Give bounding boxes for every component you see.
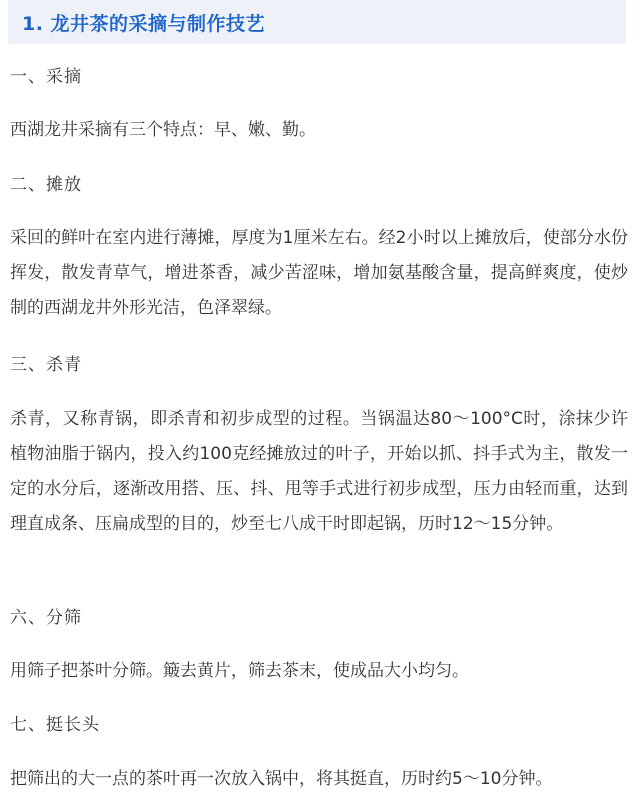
step-heading-picking: 一、采摘 (10, 67, 82, 87)
step-body-straightening: 把筛出的大一点的茶叶再一次放入锅中，将其挺直，历时约5～10分钟。 (10, 769, 553, 789)
step-heading-straightening: 七、挺长头 (10, 715, 100, 735)
section-title: 1. 龙井茶的采摘与制作技艺 (22, 12, 266, 35)
step-body-spreading: 采回的鲜叶在室内进行薄摊，厚度为1厘米左右。经2小时以上摊放后，使部分水份挥发，散发青草气，增进茶香，减少苦涩味，增加氨基酸含量，提高鲜爽度，使炒制的西湖龙井外形光洁，色泽翠绿。 (10, 228, 628, 318)
step-heading-spreading: 二、摊放 (10, 175, 82, 195)
section-title-bar (8, 0, 626, 44)
step-body-picking: 西湖龙井采摘有三个特点：早、嫩、勤。 (10, 120, 316, 140)
step-heading-fixing: 三、杀青 (10, 355, 82, 375)
step-body-sifting: 用筛子把茶叶分筛。簸去黄片，筛去茶末，使成品大小均匀。 (10, 661, 469, 681)
step-heading-sifting: 六、分筛 (10, 608, 82, 628)
step-body-fixing: 杀青，又称青锅，即杀青和初步成型的过程。当锅温达80～100°C时，涂抹少许植物油脂于锅内，投入约100克经摊放过的叶子，开始以抓、抖手式为主，散发一定的水分后，逐渐改用搭、压、抖、甩等手式进行初步成型，压力由轻而重，达到理直成条、压扁成型的目的，炒至七八成干时即起锅，历时12～15分钟。 (10, 409, 628, 534)
